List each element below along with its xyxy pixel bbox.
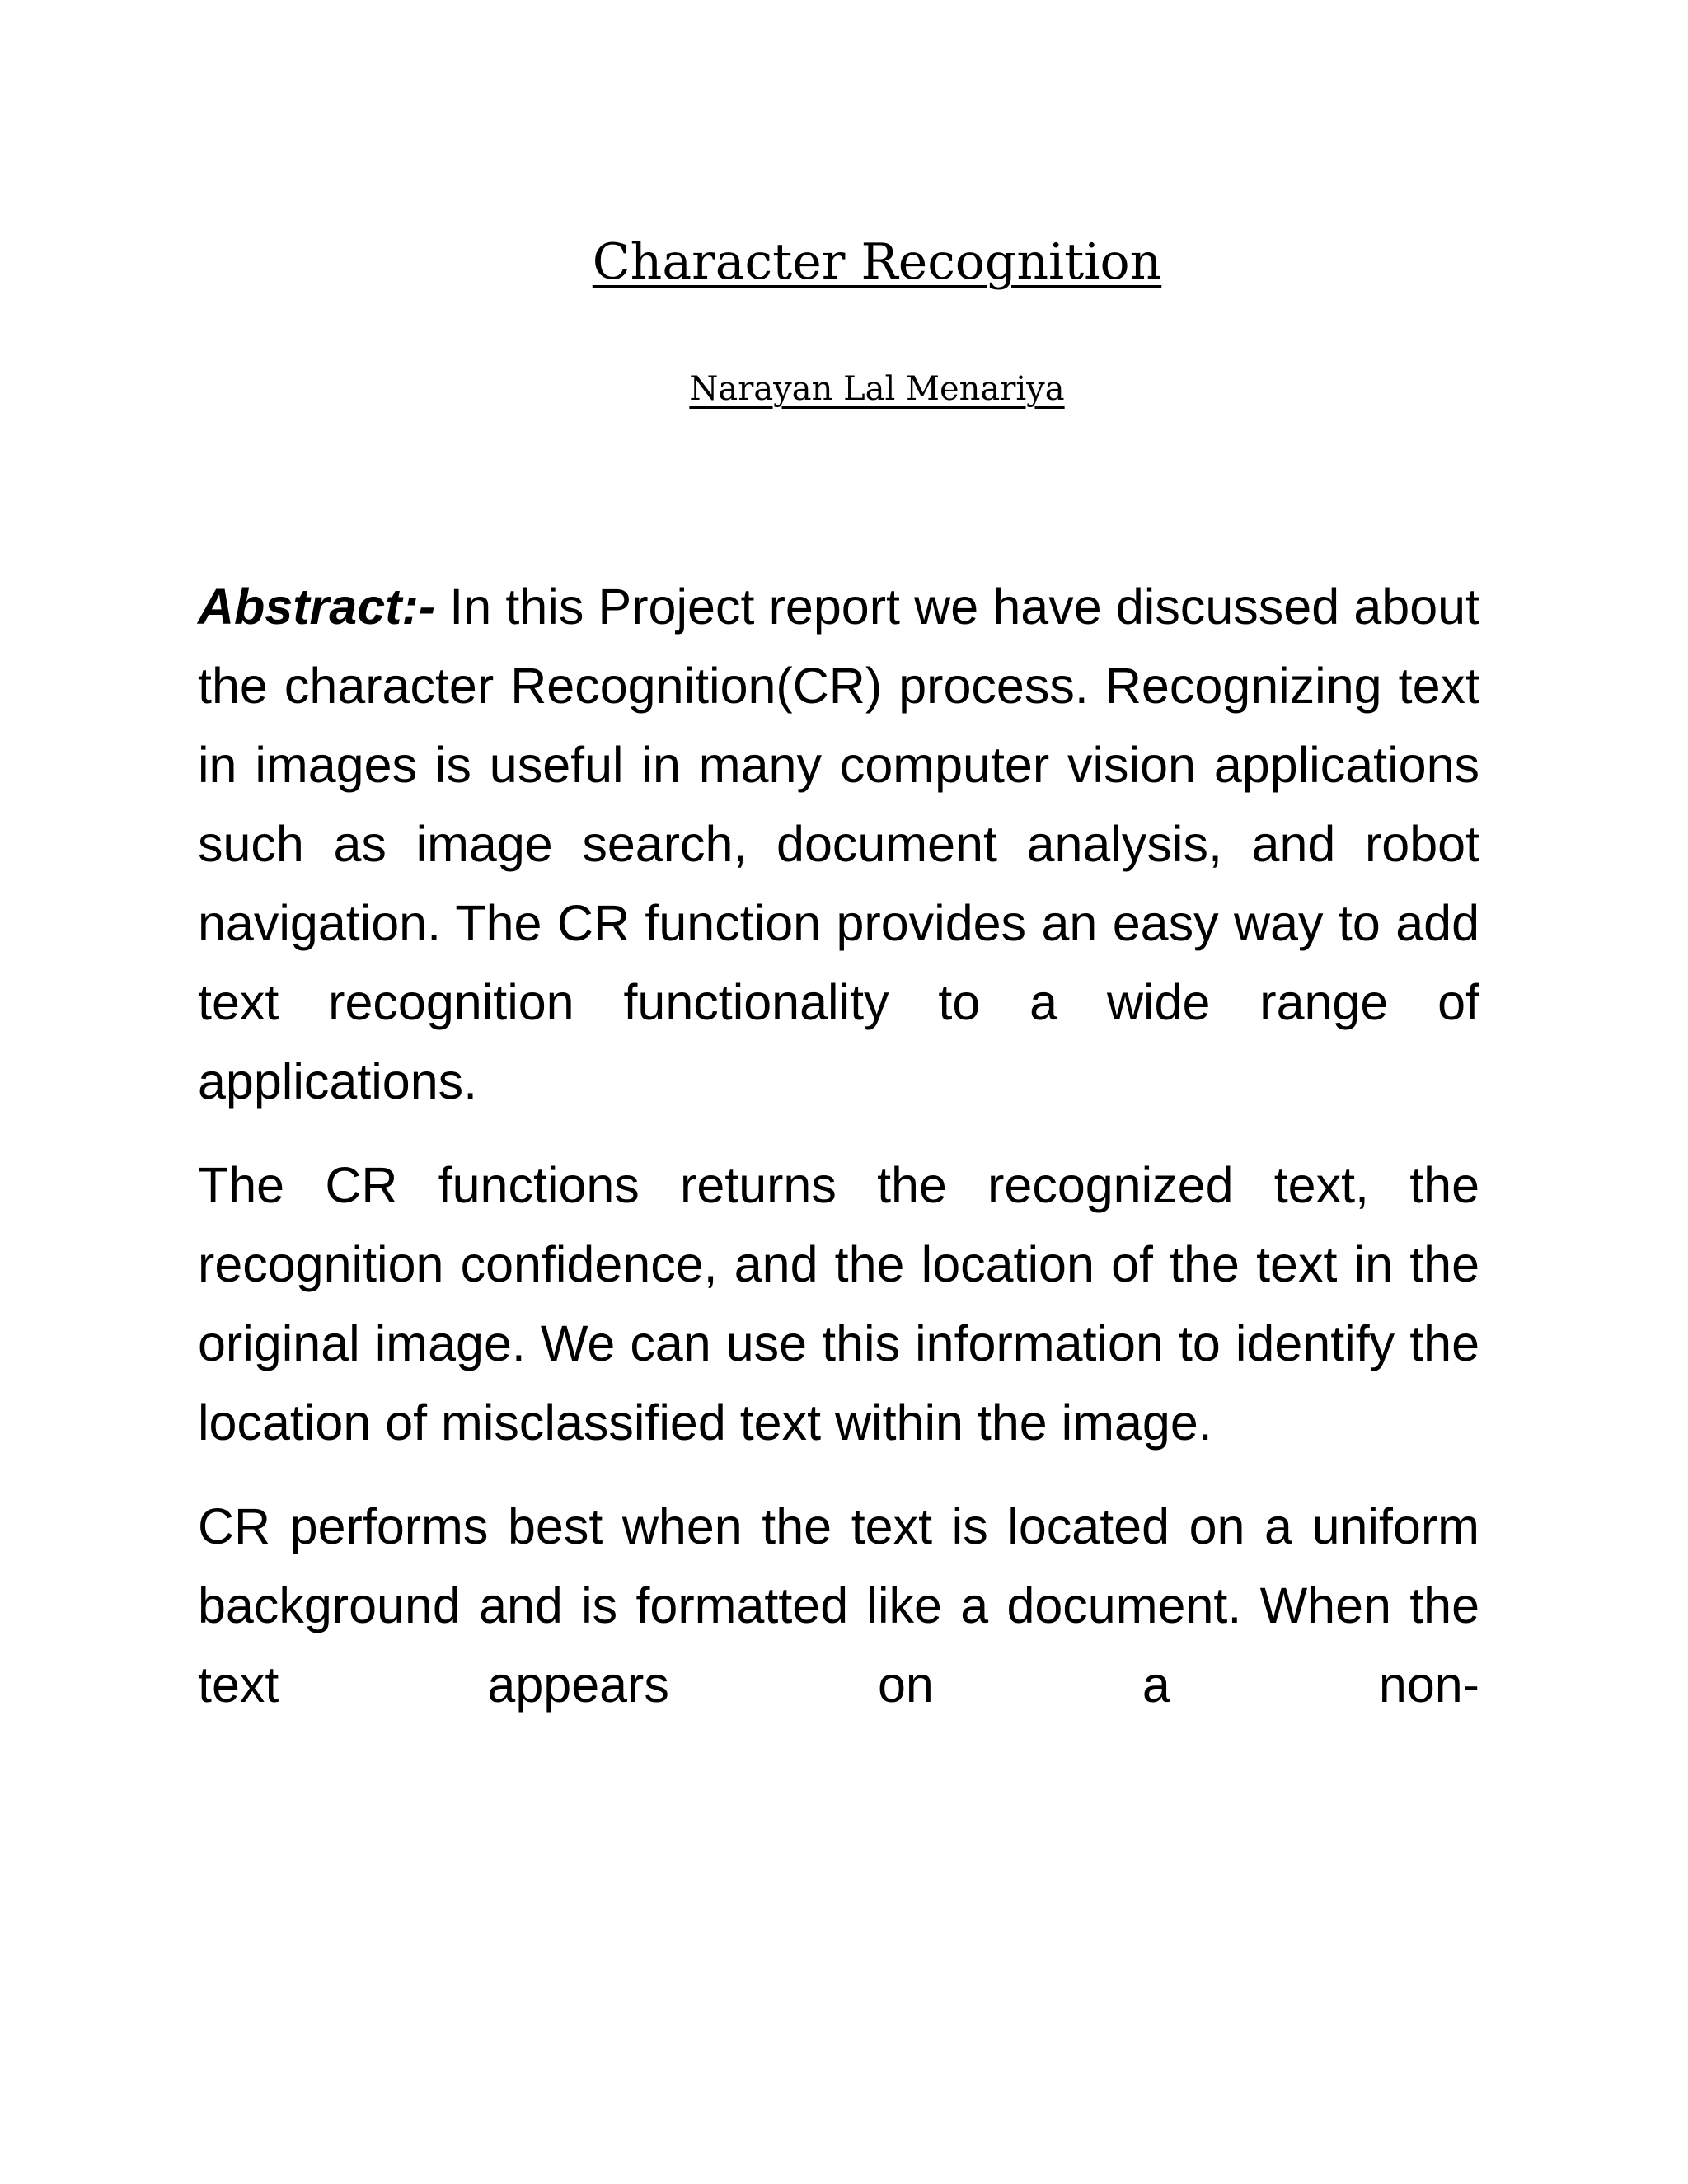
paragraph-text-2: The CR functions returns the recognized text, the recognition confidence, and the location of the text in the original image. We can use this information to identify the location of misclassified text within the image. [198, 1157, 1479, 1451]
paragraph-text-1: In this Project report we have discussed about the character Recognition(CR) process. Recognizing text in images is useful in many computer vision applications such as image search, document analysis, and robot navigation. The CR function provides an easy way to add text recognition functionality to a wide range of applications. [198, 579, 1479, 1109]
abstract-label: Abstract:- [198, 579, 436, 635]
author-name [0, 369, 1688, 409]
title-text: Character Recognition [592, 233, 1162, 291]
abstract-paragraph-3 [198, 1487, 1479, 1724]
abstract-paragraph-1 [198, 567, 1479, 1121]
abstract-paragraph-2 [198, 1146, 1479, 1462]
abstract-body [198, 567, 1479, 1749]
page-title [0, 232, 1688, 292]
author-text: Narayan Lal Menariya [689, 370, 1065, 408]
paragraph-text-3: CR performs best when the text is located on a uniform background and is formatted like a document. When the text appears on a non- [198, 1498, 1479, 1713]
